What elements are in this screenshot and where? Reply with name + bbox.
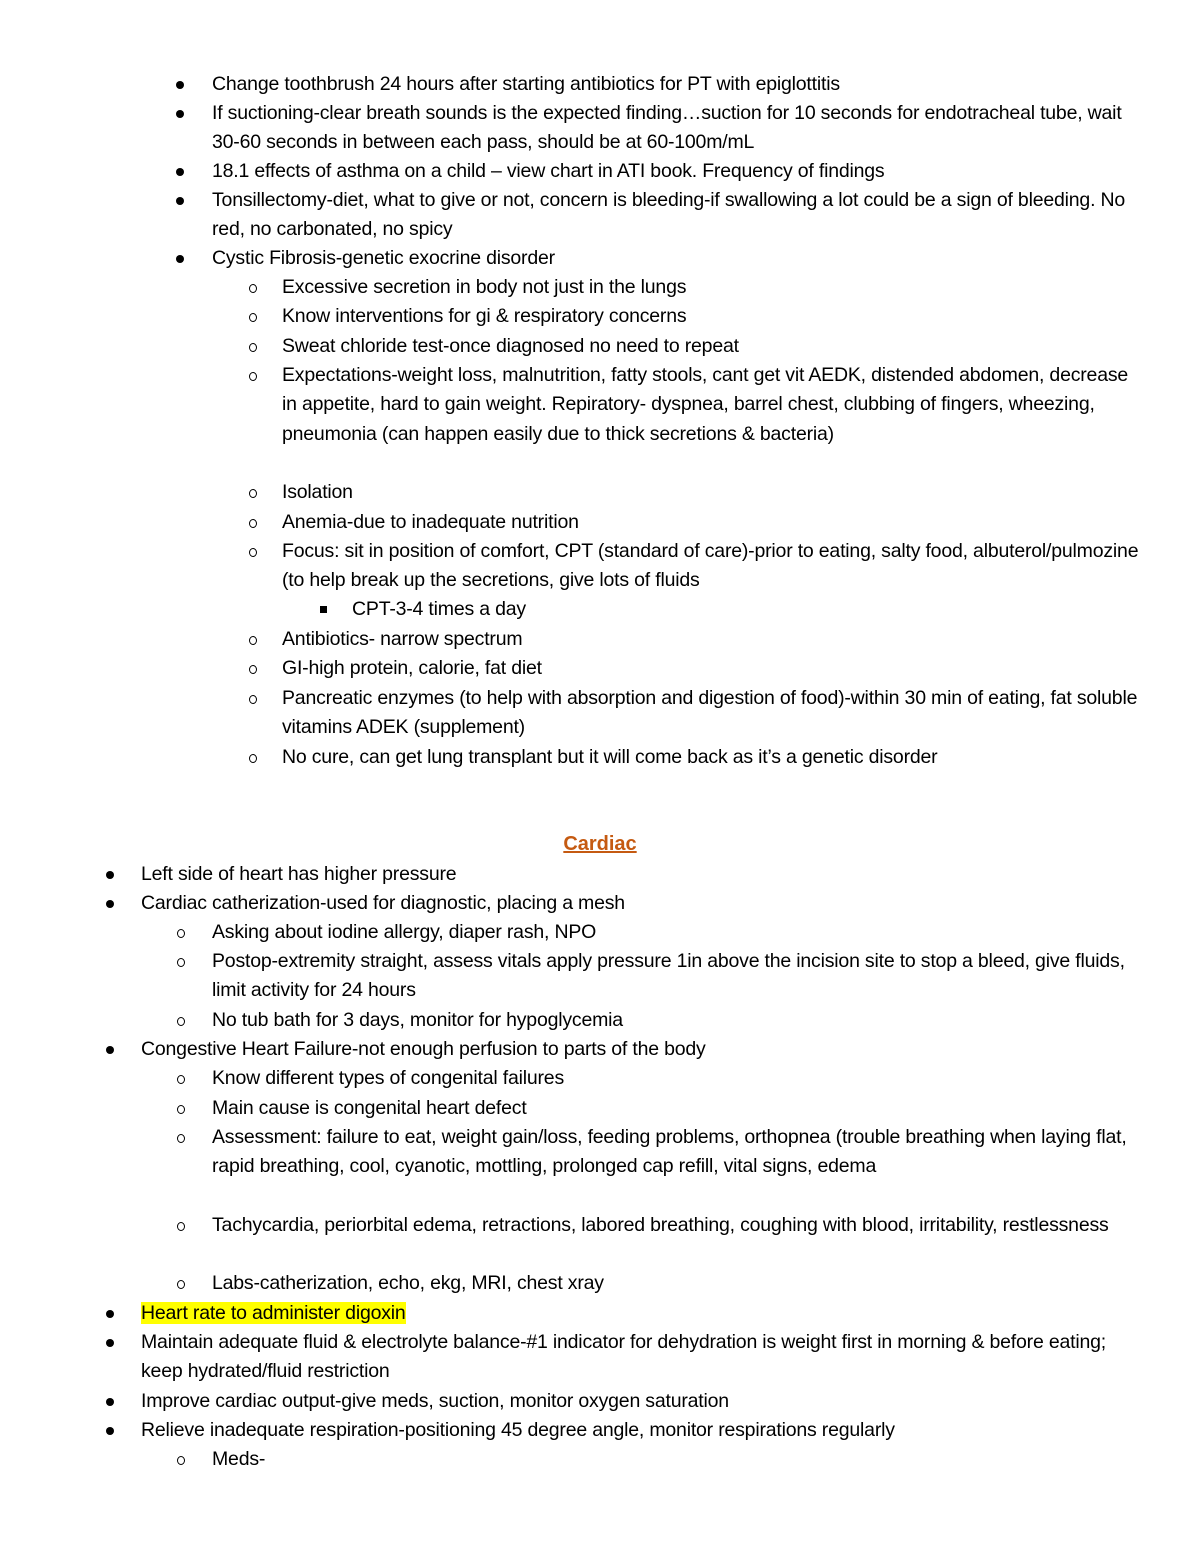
list-item (282, 654, 1140, 683)
list-item (141, 1299, 1140, 1328)
list-item-text: Know interventions for gi & respiratory concerns (282, 305, 687, 327)
list-item (212, 157, 1140, 186)
list-item-text: No tub bath for 3 days, monitor for hypoglycemia (212, 1009, 623, 1031)
list-item (141, 860, 1140, 889)
list-item-text: Postop-extremity straight, assess vitals apply pressure 1in above the incision site to stop a bleed, give fluids, limit activity for 24 hours (212, 950, 1125, 1002)
list-item-text: If suctioning-clear breath sounds is the expected finding…suction for 10 seconds for endotracheal tube, wait 30-60 seconds in between each pass, should be at 60-100m/mL (212, 102, 1122, 154)
list-item (212, 1064, 1140, 1093)
bullet-circle-icon (177, 1075, 185, 1084)
list-item-text: Sweat chloride test-once diagnosed no need to repeat (282, 335, 739, 357)
list-item (282, 332, 1140, 361)
list-item (282, 743, 1140, 772)
list-item-text: No cure, can get lung transplant but it will come back as it’s a genetic disorder (282, 746, 938, 768)
list-item-text: CPT-3-4 times a day (352, 598, 526, 620)
bullet-dot-icon (106, 1046, 114, 1054)
list-item-text: Heart rate to administer digoxin (141, 1302, 406, 1324)
list-item-text: Cardiac catherization-used for diagnostic, placing a mesh (141, 892, 625, 914)
list-item-text: Tachycardia, periorbital edema, retractions, labored breathing, coughing with blood, irritability, restlessness (212, 1214, 1109, 1236)
list-item-text: Antibiotics- narrow spectrum (282, 628, 523, 650)
bullet-dot-icon (176, 81, 184, 89)
list-item (212, 70, 1140, 99)
list-item-text: Change toothbrush 24 hours after starting antibiotics for PT with epiglottitis (212, 73, 840, 95)
bullet-circle-icon (177, 1134, 185, 1143)
list-item (212, 186, 1140, 245)
list-item-text: Improve cardiac output-give meds, suction, monitor oxygen saturation (141, 1390, 729, 1412)
bullet-circle-icon (249, 754, 257, 763)
bullet-dot-icon (176, 255, 184, 263)
list-item-text: Meds- (212, 1448, 266, 1470)
list-item (212, 1006, 1140, 1035)
list-item (212, 244, 1140, 273)
bullet-circle-icon (249, 665, 257, 674)
list-item (141, 1416, 1140, 1445)
list-item (212, 1211, 1140, 1240)
bullet-dot-icon (106, 871, 114, 879)
list-item-text: GI-high protein, calorie, fat diet (282, 657, 542, 679)
list-item (282, 361, 1140, 449)
list-item (282, 684, 1140, 743)
list-item-text: 18.1 effects of asthma on a child – view chart in ATI book. Frequency of findings (212, 160, 885, 182)
list-item (141, 1035, 1140, 1064)
list-item (212, 918, 1140, 947)
list-item-text: Maintain adequate fluid & electrolyte balance-#1 indicator for dehydration is weight first in morning & before eating; keep hydrated/fluid restriction (141, 1331, 1106, 1383)
list-item-text: Focus: sit in position of comfort, CPT (standard of care)-prior to eating, salty food, albuterol/pulmozine (to help break up the secretions, give lots of fluids (282, 540, 1139, 592)
bullet-circle-icon (177, 958, 185, 967)
list-item (352, 595, 1140, 624)
list-item (212, 1123, 1140, 1182)
list-item (212, 1445, 1140, 1474)
section-heading-cardiac: Cardiac (563, 833, 637, 855)
bullet-circle-icon (249, 489, 257, 498)
bullet-dot-icon (106, 1310, 114, 1318)
list-item-text: Expectations-weight loss, malnutrition, fatty stools, cant get vit AEDK, distended abdomen, decrease in appetite, hard to gain weight. Repiratory- dyspnea, barrel chest, clubbing of fingers, wheezing, pneumonia (can happen easily due to thick secretions & bacteria) (282, 364, 1129, 445)
bullet-circle-icon (249, 372, 257, 381)
list-item-text: Main cause is congenital heart defect (212, 1097, 527, 1119)
list-item-text: Left side of heart has higher pressure (141, 863, 457, 885)
list-item-text: Congestive Heart Failure-not enough perfusion to parts of the body (141, 1038, 706, 1060)
list-item-text: Isolation (282, 481, 353, 503)
bullet-circle-icon (249, 636, 257, 645)
bullet-circle-icon (249, 284, 257, 293)
list-item (141, 1328, 1140, 1387)
list-item (282, 273, 1140, 302)
list-item-text: Pancreatic enzymes (to help with absorption and digestion of food)-within 30 min of eating, fat soluble vitamins ADEK (supplement) (282, 687, 1138, 739)
bullet-dot-icon (176, 110, 184, 118)
bullet-circle-icon (177, 929, 185, 938)
bullet-circle-icon (177, 1456, 185, 1465)
list-item-text: Labs-catherization, echo, ekg, MRI, chest xray (212, 1272, 604, 1294)
bullet-dot-icon (106, 900, 114, 908)
bullet-square-icon (320, 606, 327, 613)
bullet-circle-icon (249, 695, 257, 704)
list-item-text: Know different types of congenital failures (212, 1067, 565, 1089)
list-item-text: Excessive secretion in body not just in the lungs (282, 276, 687, 298)
list-item (282, 537, 1140, 596)
bullet-circle-icon (177, 1105, 185, 1114)
list-item-text: Cystic Fibrosis-genetic exocrine disorder (212, 247, 555, 269)
bullet-circle-icon (249, 548, 257, 557)
list-item (212, 99, 1140, 158)
bullet-circle-icon (177, 1222, 185, 1231)
list-item-text: Assessment: failure to eat, weight gain/loss, feeding problems, orthopnea (trouble breathing when laying flat, rapid breathing, cool, cyanotic, mottling, prolonged cap refill, vital signs, edema (212, 1126, 1127, 1178)
bullet-circle-icon (249, 313, 257, 322)
bullet-dot-icon (106, 1398, 114, 1406)
list-item (282, 508, 1140, 537)
list-item (282, 478, 1140, 507)
list-item (141, 1387, 1140, 1416)
list-item-text: Asking about iodine allergy, diaper rash, NPO (212, 921, 597, 943)
list-item (141, 889, 1140, 918)
list-item (282, 625, 1140, 654)
bullet-dot-icon (106, 1427, 114, 1435)
list-item (212, 1094, 1140, 1123)
list-item (282, 302, 1140, 331)
bullet-dot-icon (176, 168, 184, 176)
list-item-text: Anemia-due to inadequate nutrition (282, 511, 579, 533)
bullet-dot-icon (176, 197, 184, 205)
bullet-circle-icon (249, 519, 257, 528)
bullet-circle-icon (177, 1017, 185, 1026)
bullet-circle-icon (177, 1280, 185, 1289)
bullet-circle-icon (249, 343, 257, 352)
list-item-text: Tonsillectomy-diet, what to give or not, concern is bleeding-if swallowing a lot could be a sign of bleeding. No red, no carbonated, no spicy (212, 189, 1126, 241)
list-item (212, 947, 1140, 1006)
bullet-dot-icon (106, 1339, 114, 1347)
list-item-text: Relieve inadequate respiration-positioning 45 degree angle, monitor respirations regularly (141, 1419, 895, 1441)
list-item (212, 1269, 1140, 1298)
